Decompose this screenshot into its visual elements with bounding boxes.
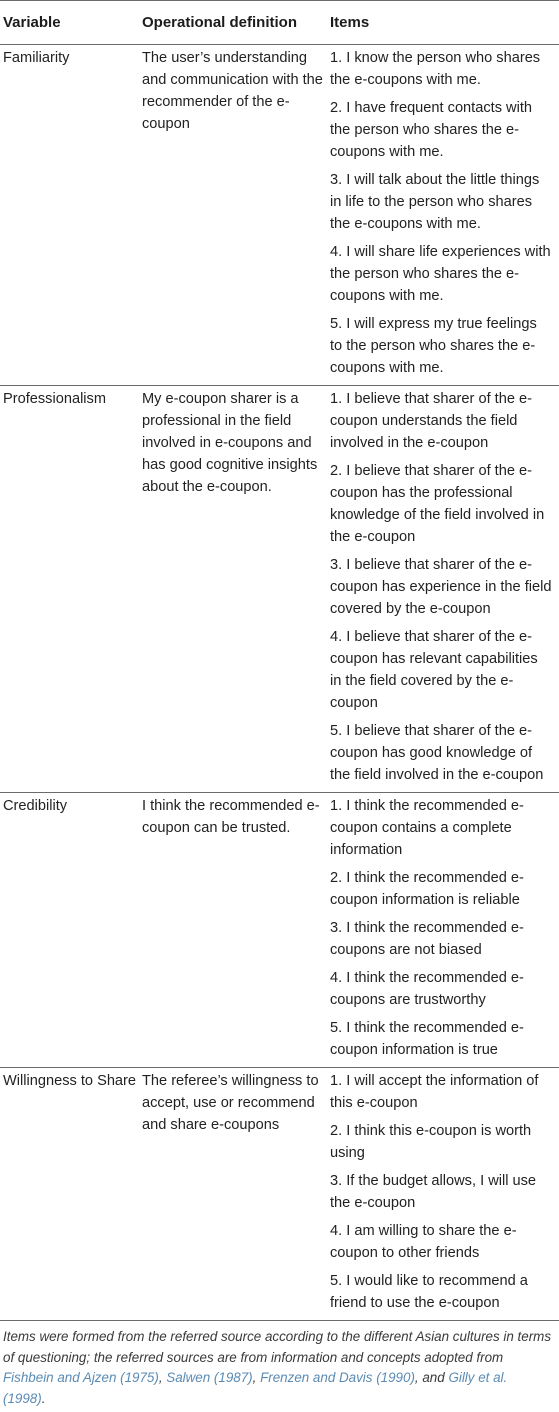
bottom-rule: [0, 1320, 559, 1321]
item-text: 1. I will accept the information of this e-coupon: [330, 1073, 539, 1111]
items-cell: [330, 793, 559, 1067]
item-text: 3. I think the recommended e-coupons are not biased: [330, 920, 524, 958]
item-text: 5. I would like to recommend a friend to use the e-coupon: [330, 1273, 528, 1311]
definition-cell: My e-coupon sharer is a professional in the field involved in e-coupons and has good cognitive insights about the e-coupon.: [142, 391, 318, 495]
items-cell: [330, 45, 559, 385]
header-items: Items: [330, 14, 370, 31]
item-text: 3. I will talk about the little things in life to the person who shares the e-coupons with me.: [330, 172, 540, 232]
header-variable: Variable: [3, 14, 61, 31]
variable-cell: Familiarity: [3, 50, 70, 66]
item-text: 2. I have frequent contacts with the person who shares the e-coupons with me.: [330, 100, 532, 160]
footnote-end: .: [41, 1390, 46, 1406]
item-text: 4. I will share life experiences with the person who shares the e-coupons with me.: [330, 244, 551, 304]
item-text: 4. I am willing to share the e-coupon to other friends: [330, 1223, 517, 1261]
reference-link-frenzen[interactable]: Frenzen and Davis (1990): [260, 1370, 415, 1385]
footnote-separator: , and: [414, 1370, 449, 1385]
reference-link-gilly[interactable]: Gilly et al. (1998): [3, 1370, 508, 1406]
item-text: 1. I think the recommended e-coupon contains a complete information: [330, 798, 524, 858]
item-text: 2. I think this e-coupon is worth using: [330, 1123, 532, 1161]
footnote-separator: ,: [252, 1370, 261, 1385]
definition-cell: The referee’s willingness to accept, use or recommend and share e-coupons: [142, 1073, 319, 1133]
item-text: 3. I believe that sharer of the e-coupon has experience in the field covered by the e-coupon: [330, 557, 552, 617]
table-footnote: [0, 1327, 559, 1409]
definition-cell: The user’s understanding and communication with the recommender of the e-coupon: [142, 50, 323, 132]
items-cell: [330, 386, 559, 792]
item-text: 2. I believe that sharer of the e-coupon has the professional knowledge of the field involved in the e-coupon: [330, 463, 545, 545]
definition-cell: I think the recommended e-coupon can be trusted.: [142, 798, 320, 836]
variable-cell: Willingness to Share: [3, 1073, 137, 1089]
table-row: [0, 45, 559, 385]
header-definition: Operational definition: [142, 14, 298, 31]
item-text: 4. I believe that sharer of the e-coupon has relevant capabilities in the field covered by the e-coupon: [330, 629, 538, 711]
footnote-separator: ,: [158, 1370, 167, 1385]
reference-link-fishbein[interactable]: Fishbein and Ajzen (1975): [3, 1370, 159, 1385]
item-text: 1. I believe that sharer of the e-coupon understands the field involved in the e-coupon: [330, 391, 532, 451]
item-text: 1. I know the person who shares the e-coupons with me.: [330, 50, 541, 88]
item-text: 2. I think the recommended e-coupon information is reliable: [330, 870, 524, 908]
reference-link-salwen[interactable]: Salwen (1987): [166, 1370, 253, 1385]
table-row: [0, 386, 559, 792]
item-text: 5. I think the recommended e-coupon information is true: [330, 1020, 524, 1058]
items-cell: [330, 1068, 559, 1320]
item-text: 4. I think the recommended e-coupons are trustworthy: [330, 970, 524, 1008]
footnote-text: Items were formed from the referred source according to the different Asian cultures in terms of questioning; the referred sources are from information and concepts adopted from: [3, 1329, 552, 1365]
item-text: 5. I will express my true feelings to the person who shares the e-coupons with me.: [330, 316, 537, 376]
item-text: 5. I believe that sharer of the e-coupon has good knowledge of the field involved in the e-coupon: [330, 723, 544, 783]
table-row: [0, 1068, 559, 1320]
table-row: [0, 793, 559, 1067]
item-text: 3. If the budget allows, I will use the e-coupon: [330, 1173, 537, 1211]
variable-cell: Credibility: [3, 798, 68, 814]
variable-cell: Professionalism: [3, 391, 107, 407]
table-body: [0, 45, 559, 1320]
table-header: [0, 1, 559, 44]
